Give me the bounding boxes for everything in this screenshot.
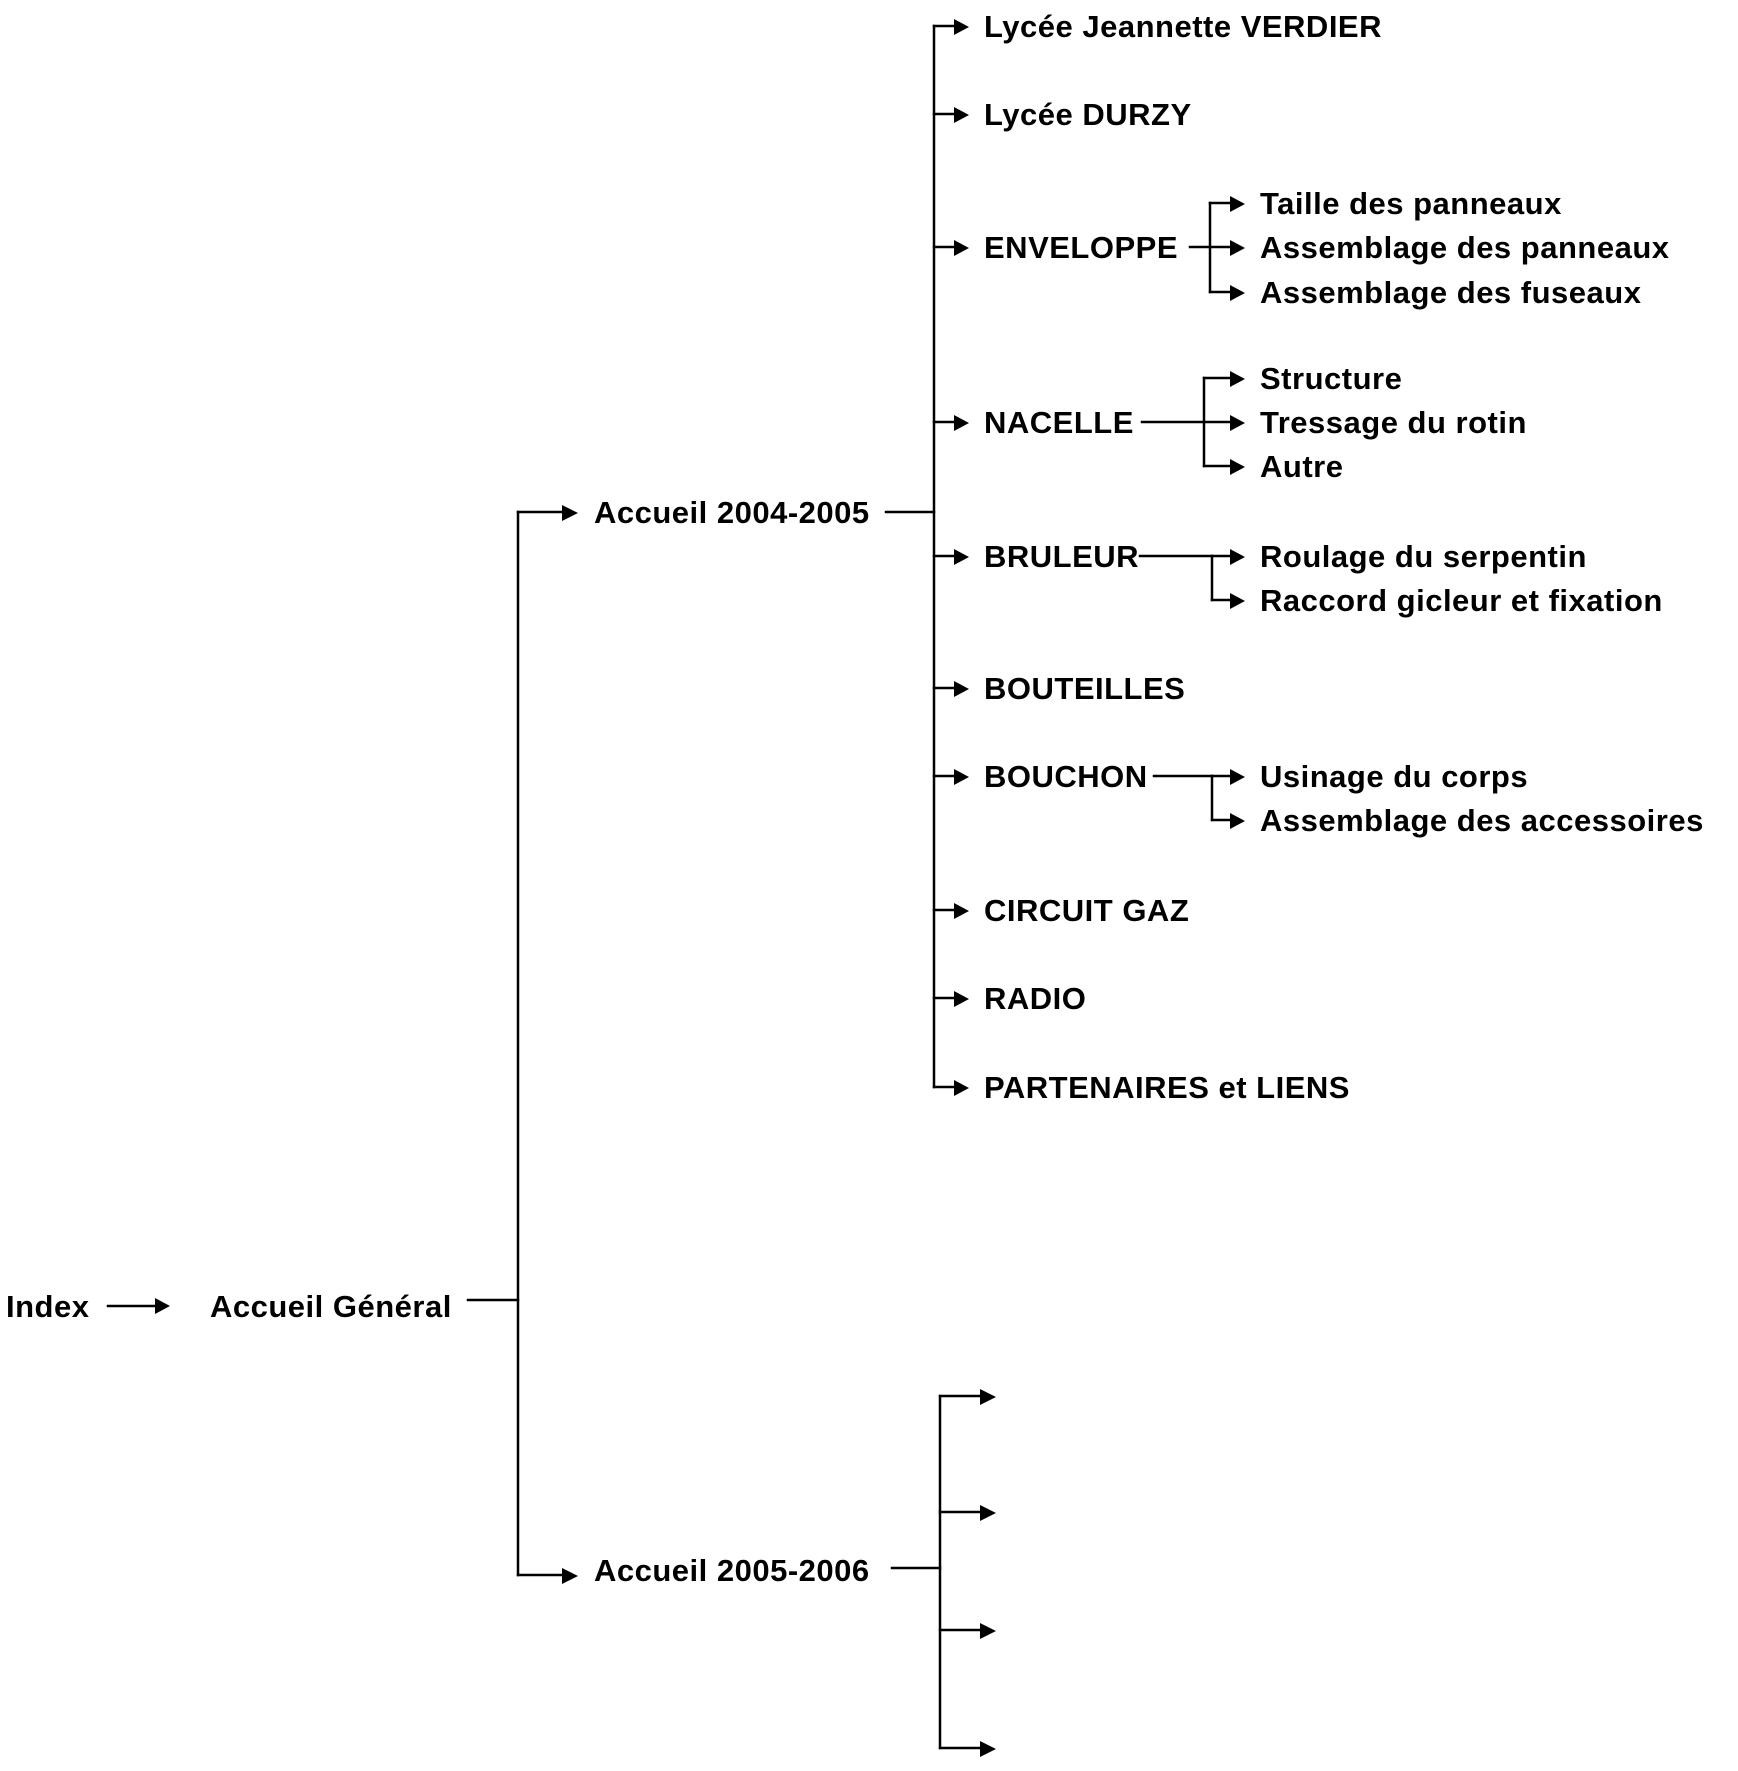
item-nacelle-arrowhead xyxy=(954,415,969,431)
nacelle-tressage-link[interactable]: Tressage du rotin xyxy=(1260,405,1527,440)
enveloppe-taille-link[interactable]: Taille des panneaux xyxy=(1260,186,1562,221)
item-bouteilles-link[interactable]: BOUTEILLES xyxy=(984,671,1186,706)
item-radio-arrowhead xyxy=(954,991,969,1007)
item-bruleur-arrowhead xyxy=(954,549,969,565)
bouchon-accessoires-link[interactable]: Assemblage des accessoires xyxy=(1260,803,1704,838)
nacelle-structure-link[interactable]: Structure xyxy=(1260,361,1403,396)
year-2005-branch-arrowhead-4 xyxy=(980,1741,996,1757)
bruleur-roulage-link[interactable]: Roulage du serpentin xyxy=(1260,539,1587,574)
bruleur-sub-arrowhead-1 xyxy=(1230,549,1245,565)
enveloppe-assemblage-panneaux-link[interactable]: Assemblage des panneaux xyxy=(1260,230,1670,265)
item-circuit-gaz-arrowhead xyxy=(954,903,969,919)
bruleur-sub-arrowhead-2 xyxy=(1230,593,1245,609)
accueil-2004-2005-link[interactable]: Accueil 2004-2005 xyxy=(594,495,870,530)
year-2005-branch-arrowhead-1 xyxy=(980,1389,996,1405)
year-2005-branch-arrowhead-2 xyxy=(980,1505,996,1521)
accueil-general-link[interactable]: Accueil Général xyxy=(210,1289,452,1324)
enveloppe-assemblage-fuseaux-link[interactable]: Assemblage des fuseaux xyxy=(1260,275,1642,310)
enveloppe-sub-arrowhead-2 xyxy=(1230,240,1245,256)
item-nacelle-link[interactable]: NACELLE xyxy=(984,405,1134,440)
bouchon-sub-arrowhead-2 xyxy=(1230,813,1245,829)
item-verdier-arrowhead xyxy=(954,19,969,35)
index-link[interactable]: Index xyxy=(6,1289,90,1324)
item-bouchon-link[interactable]: BOUCHON xyxy=(984,759,1148,794)
item-bouteilles-arrowhead xyxy=(954,681,969,697)
item-bouchon-arrowhead xyxy=(954,769,969,785)
branch-2004-arrowhead xyxy=(562,505,578,521)
enveloppe-sub-arrowhead-1 xyxy=(1230,196,1245,212)
item-verdier-link[interactable]: Lycée Jeannette VERDIER xyxy=(984,9,1383,44)
nacelle-sub-arrowhead-1 xyxy=(1230,371,1245,387)
item-enveloppe-arrowhead xyxy=(954,240,969,256)
nacelle-sub-arrowhead-3 xyxy=(1230,459,1245,475)
index-arrowhead xyxy=(155,1298,170,1314)
branch-2005-arrowhead xyxy=(562,1568,578,1584)
bouchon-usinage-link[interactable]: Usinage du corps xyxy=(1260,759,1529,794)
year-2005-branch-arrowhead-3 xyxy=(980,1623,996,1639)
item-durzy-link[interactable]: Lycée DURZY xyxy=(984,97,1192,132)
nacelle-sub-arrowhead-2 xyxy=(1230,415,1245,431)
item-bruleur-link[interactable]: BRULEUR xyxy=(984,539,1140,574)
accueil-2005-2006-link[interactable]: Accueil 2005-2006 xyxy=(594,1553,870,1588)
enveloppe-sub-arrowhead-3 xyxy=(1230,285,1245,301)
bouchon-sub-arrowhead-1 xyxy=(1230,769,1245,785)
item-enveloppe-link[interactable]: ENVELOPPE xyxy=(984,230,1178,265)
item-circuit-gaz-link[interactable]: CIRCUIT GAZ xyxy=(984,893,1190,928)
bruleur-raccord-link[interactable]: Raccord gicleur et fixation xyxy=(1260,583,1663,618)
item-partenaires-arrowhead xyxy=(954,1080,969,1096)
item-partenaires-link[interactable]: PARTENAIRES et LIENS xyxy=(984,1070,1350,1105)
item-durzy-arrowhead xyxy=(954,107,969,123)
item-radio-link[interactable]: RADIO xyxy=(984,981,1087,1016)
nacelle-autre-link[interactable]: Autre xyxy=(1260,449,1344,484)
